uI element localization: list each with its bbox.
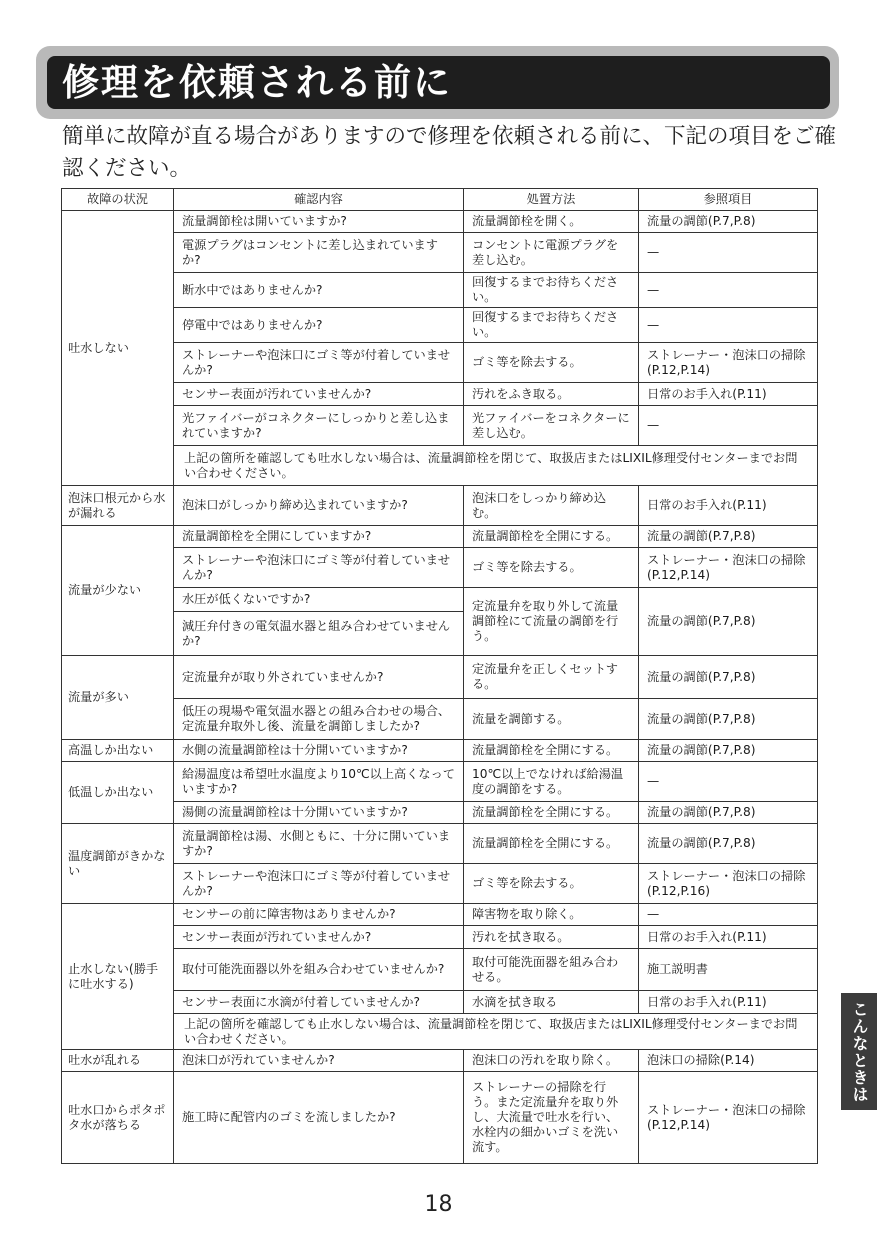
table-row [62, 588, 818, 612]
condition-cell: 吐水しない [62, 211, 174, 486]
table-row [62, 211, 818, 233]
table-row [62, 991, 818, 1014]
table-row [62, 656, 818, 699]
action-cell: 泡沫口をしっかり締め込む。 [464, 486, 639, 526]
check-cell: 定流量弁が取り外されていませんか? [174, 656, 464, 699]
action-cell: 流量調節栓を全開にする。 [464, 824, 639, 864]
condition-cell: 泡沫口根元から水が漏れる [62, 486, 174, 526]
action-cell: 定流量弁を正しくセットする。 [464, 656, 639, 699]
action-cell: 汚れをふき取る。 [464, 383, 639, 406]
side-index-tab: こんなときは [841, 993, 877, 1110]
check-cell: センサー表面に水滴が付着していませんか? [174, 991, 464, 1014]
condition-cell: 流量が多い [62, 656, 174, 740]
reference-cell: 流量の調節(P.7,P.8) [639, 802, 818, 824]
table-row [62, 1050, 818, 1072]
table-row [62, 762, 818, 802]
table-row [62, 383, 818, 406]
action-cell: 流量を調節する。 [464, 699, 639, 740]
reference-cell: — [639, 273, 818, 308]
check-cell: ストレーナーや泡沫口にゴミ等が付着していませんか? [174, 343, 464, 383]
reference-cell: 日常のお手入れ(P.11) [639, 991, 818, 1014]
action-cell: 流量調節栓を全開にする。 [464, 526, 639, 548]
reference-cell: — [639, 762, 818, 802]
condition-cell: 吐水口からポタポタ水が落ちる [62, 1072, 174, 1164]
table-row [62, 699, 818, 740]
reference-cell: 流量の調節(P.7,P.8) [639, 656, 818, 699]
action-cell: 障害物を取り除く。 [464, 904, 639, 926]
check-cell: 停電中ではありませんか? [174, 308, 464, 343]
check-cell: センサーの前に障害物はありませんか? [174, 904, 464, 926]
note-row [62, 1014, 818, 1050]
check-cell: センサー表面が汚れていませんか? [174, 383, 464, 406]
action-cell: 流量調節栓を全開にする。 [464, 740, 639, 762]
condition-cell: 流量が少ない [62, 526, 174, 656]
table-row [62, 824, 818, 864]
reference-cell: ストレーナー・泡沫口の掃除(P.12,P.14) [639, 1072, 818, 1164]
check-cell: 泡沫口が汚れていませんか? [174, 1050, 464, 1072]
reference-cell: 流量の調節(P.7,P.8) [639, 824, 818, 864]
note-cell: 上記の箇所を確認しても止水しない場合は、流量調節栓を閉じて、取扱店またはLIXIL修理受付センターまでお問い合わせください。 [174, 1014, 818, 1050]
check-cell: 水側の流量調節栓は十分開いていますか? [174, 740, 464, 762]
table-row [62, 406, 818, 446]
table-row [62, 904, 818, 926]
condition-cell: 低温しか出ない [62, 762, 174, 824]
check-cell: ストレーナーや泡沫口にゴミ等が付着していませんか? [174, 864, 464, 904]
action-cell: 光ファイバーをコネクターに差し込む。 [464, 406, 639, 446]
troubleshooting-table [61, 188, 818, 1164]
condition-cell: 吐水が乱れる [62, 1050, 174, 1072]
reference-cell: 流量の調節(P.7,P.8) [639, 699, 818, 740]
check-cell: 流量調節栓を全開にしていますか? [174, 526, 464, 548]
reference-cell: 日常のお手入れ(P.11) [639, 926, 818, 949]
table-row [62, 308, 818, 343]
action-cell: ゴミ等を除去する。 [464, 548, 639, 588]
check-cell: 泡沫口がしっかり締め込まれていますか? [174, 486, 464, 526]
reference-cell: 流量の調節(P.7,P.8) [639, 740, 818, 762]
reference-cell: — [639, 308, 818, 343]
table-row [62, 233, 818, 273]
header-reference: 参照項目 [639, 189, 818, 211]
reference-cell: ストレーナー・泡沫口の掃除(P.12,P.14) [639, 548, 818, 588]
intro-text: 簡単に故障が直る場合がありますので修理を依頼される前に、下記の項目をご確認ください。 [62, 124, 837, 181]
reference-cell: — [639, 406, 818, 446]
table-row [62, 343, 818, 383]
table-row [62, 926, 818, 949]
reference-cell: 流量の調節(P.7,P.8) [639, 588, 818, 656]
action-cell: ゴミ等を除去する。 [464, 864, 639, 904]
condition-cell: 高温しか出ない [62, 740, 174, 762]
reference-cell: 施工説明書 [639, 949, 818, 991]
action-cell: 取付可能洗面器を組み合わせる。 [464, 949, 639, 991]
note-cell: 上記の箇所を確認しても吐水しない場合は、流量調節栓を閉じて、取扱店またはLIXIL修理受付センターまでお問い合わせください。 [174, 446, 818, 486]
reference-cell: 泡沫口の掃除(P.14) [639, 1050, 818, 1072]
check-cell: 電源プラグはコンセントに差し込まれていますか? [174, 233, 464, 273]
header-action: 処置方法 [464, 189, 639, 211]
action-cell: 流量調節栓を開く。 [464, 211, 639, 233]
action-cell: ストレーナーの掃除を行う。また定流量弁を取り外し、大流量で吐水を行い、水栓内の細かいゴミを洗い流す。 [464, 1072, 639, 1164]
note-row [62, 446, 818, 486]
page-title: 修理を依頼される前に [62, 61, 452, 104]
check-cell: ストレーナーや泡沫口にゴミ等が付着していませんか? [174, 548, 464, 588]
action-cell: 10℃以上でなければ給湯温度の調節をする。 [464, 762, 639, 802]
reference-cell: 日常のお手入れ(P.11) [639, 486, 818, 526]
table-row [62, 273, 818, 308]
action-cell: 回復するまでお待ちください。 [464, 273, 639, 308]
check-cell: 給湯温度は希望吐水温度より10℃以上高くなっていますか? [174, 762, 464, 802]
page-number: 18 [424, 1192, 453, 1217]
reference-cell: 流量の調節(P.7,P.8) [639, 211, 818, 233]
check-cell: 流量調節栓は湯、水側ともに、十分に開いていますか? [174, 824, 464, 864]
table-row [62, 526, 818, 548]
condition-cell: 温度調節がきかない [62, 824, 174, 904]
action-cell: ゴミ等を除去する。 [464, 343, 639, 383]
check-cell: 低圧の現場や電気温水器との組み合わせの場合、定流量弁取外し後、流量を調節しましたか? [174, 699, 464, 740]
reference-cell: 流量の調節(P.7,P.8) [639, 526, 818, 548]
check-cell: 湯側の流量調節栓は十分開いていますか? [174, 802, 464, 824]
check-cell: 減圧弁付きの電気温水器と組み合わせていませんか? [174, 612, 464, 656]
header-condition: 故障の状況 [62, 189, 174, 211]
table-header-row [62, 189, 818, 211]
action-cell: 水滴を拭き取る [464, 991, 639, 1014]
table-row [62, 740, 818, 762]
header-check: 確認内容 [174, 189, 464, 211]
check-cell: センサー表面が汚れていませんか? [174, 926, 464, 949]
table-row [62, 864, 818, 904]
check-cell: 断水中ではありませんか? [174, 273, 464, 308]
reference-cell: — [639, 233, 818, 273]
check-cell: 施工時に配管内のゴミを流しましたか? [174, 1072, 464, 1164]
check-cell: 水圧が低くないですか? [174, 588, 464, 612]
action-cell: コンセントに電源プラグを差し込む。 [464, 233, 639, 273]
table-row [62, 486, 818, 526]
reference-cell: ストレーナー・泡沫口の掃除(P.12,P.14) [639, 343, 818, 383]
action-cell: 定流量弁を取り外して流量調節栓にて流量の調節を行う。 [464, 588, 639, 656]
reference-cell: 日常のお手入れ(P.11) [639, 383, 818, 406]
condition-cell: 止水しない(勝手に吐水する) [62, 904, 174, 1050]
action-cell: 流量調節栓を全開にする。 [464, 802, 639, 824]
action-cell: 回復するまでお待ちください。 [464, 308, 639, 343]
check-cell: 光ファイバーがコネクターにしっかりと差し込まれていますか? [174, 406, 464, 446]
action-cell: 泡沫口の汚れを取り除く。 [464, 1050, 639, 1072]
reference-cell: — [639, 904, 818, 926]
table-row [62, 548, 818, 588]
check-cell: 取付可能洗面器以外を組み合わせていませんか? [174, 949, 464, 991]
table-row [62, 1072, 818, 1164]
check-cell: 流量調節栓は開いていますか? [174, 211, 464, 233]
action-cell: 汚れを拭き取る。 [464, 926, 639, 949]
reference-cell: ストレーナー・泡沫口の掃除(P.12,P.16) [639, 864, 818, 904]
table-row [62, 802, 818, 824]
table-row [62, 949, 818, 991]
